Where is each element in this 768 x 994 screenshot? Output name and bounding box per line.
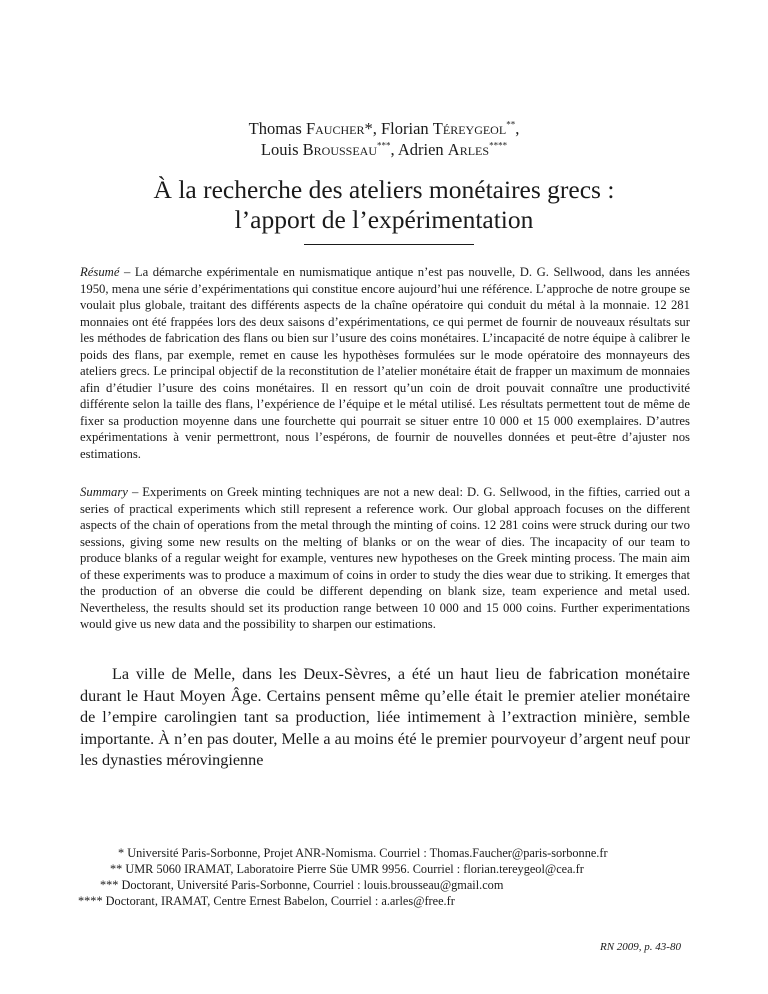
journal-reference: RN 2009, p. 43-80 [600, 941, 681, 953]
author-separator: , [390, 140, 398, 159]
abstract-english-text: – Experiments on Greek minting techniques are not a new deal: D. G. Sellwood, in the fifties, carried out a series of practical experiments which still represent a reference work. Our global approach focuses on the different aspects of the chain of operations from the metal through the minting of coins. 12 281 coins were struck during our two sessions, giving some new results on the melting of blanks or on the wear of dies. The incapacity of our team to produce blanks of a regular weight for example, ventures new hypotheses on the Greek minting process. The main aim of these experiments was to produce a maximum of coins in order to study the dies wear due to striking. It emerges that the production of an obverse die could be different depending on blank size, team experience and metal used. Nevertheless, the results should set its production range between 10 000 and 15 000 coins. Further experimentations would give us new data and the possibility to sharpen our estimations. [80, 485, 690, 631]
author-4-first: Adrien [397, 140, 448, 159]
author-1-first: Thomas [248, 119, 306, 138]
author-2-first: Florian [380, 119, 433, 138]
author-3-last: Brousseau [302, 140, 377, 159]
author-3-mark: *** [377, 140, 391, 151]
author-4-mark: **** [489, 140, 508, 151]
author-2-mark: ** [506, 119, 516, 130]
author-1-last: Faucher [305, 119, 365, 138]
abstract-english [80, 484, 690, 633]
footnote-3: *** Doctorant, Université Paris-Sorbonne, Courriel : louis.brousseau@gmail.com [100, 878, 504, 892]
abstract-french-lead: Résumé [80, 265, 120, 279]
author-separator: , [372, 119, 381, 138]
abstract-english-lead: Summary [80, 485, 128, 499]
author-2-last: Téreygeol [432, 119, 507, 138]
abstract-french [80, 264, 690, 462]
title-line-2: l’apport de l’expérimentation [234, 205, 534, 234]
author-3-first: Louis [260, 140, 303, 159]
body-paragraph: La ville de Melle, dans les Deux-Sèvres, a été un haut lieu de fabrication monétaire durant le Haut Moyen Âge. Certains pensent même qu’elle était le premier atelier monétaire de l’empire carolingien tant sa production, liée intimement à l’extraction minière, semble importante. À n’en pas douter, Melle a au moins été le premier pourvoyeur d’argent neuf pour les dynasties mérovingienne [80, 665, 690, 769]
author-line-2 [0, 139, 768, 160]
article-title [0, 175, 768, 235]
author-line-1 [0, 118, 768, 139]
title-line-1: À la recherche des ateliers monétaires grecs : [153, 175, 615, 204]
author-1-mark: * [364, 119, 373, 138]
footnote-2: ** UMR 5060 IRAMAT, Laboratoire Pierre Süe UMR 9956. Courriel : florian.tereygeol@cea.fr [110, 862, 584, 876]
author-list [0, 118, 768, 160]
footnote-4: **** Doctorant, IRAMAT, Centre Ernest Babelon, Courriel : a.arles@free.fr [78, 894, 455, 908]
author-4-last: Arles [447, 140, 490, 159]
abstract-french-text: – La démarche expérimentale en numismatique antique n’est pas nouvelle, D. G. Sellwood, dans les années 1950, mena une série d’expérimentations qui constitue encore aujourd’hui une référence. L’approche de notre groupe se voulait plus globale, traitant des différents aspects de la chaîne opératoire qui conduit du métal à la monnaie. 12 281 monnaies ont été frappées lors des deux saisons d’expérimentations, ce qui permet de fournir de nouveaux résultats sur les méthodes de fabrication des flans ou bien sur l’usure des coins monétaires. L’incapacité de notre équipe à calibrer le poids des flans, par exemple, remet en cause les hypothèses formulées sur le mode opératoire des monnayeurs des ateliers grecs. Le principal objectif de la reconstitution de l’atelier monétaire était de frapper un maximum de monnaies afin d’étudier l’usure des coins monétaires. Il en ressort qu’un coin de droit pouvait connaître une productivité différente selon la taille des flans, l’expérience de l’équipe et le métal utilisé. Les résultats permettent tout de même de fixer sa production moyenne dans une fourchette qui pourrait se situer entre 10 000 et 15 000 exemplaires. D’autres expérimentations à venir permettront, nous l’espérons, de fournir de nouvelles données et peut-être d’ajuster nos estimations. [80, 265, 690, 461]
title-divider [304, 244, 474, 245]
footnote-1: * Université Paris-Sorbonne, Projet ANR-Nomisma. Courriel : Thomas.Faucher@paris-sorbonne.fr [118, 846, 608, 860]
author-separator: , [515, 119, 520, 138]
footnotes [78, 845, 698, 909]
